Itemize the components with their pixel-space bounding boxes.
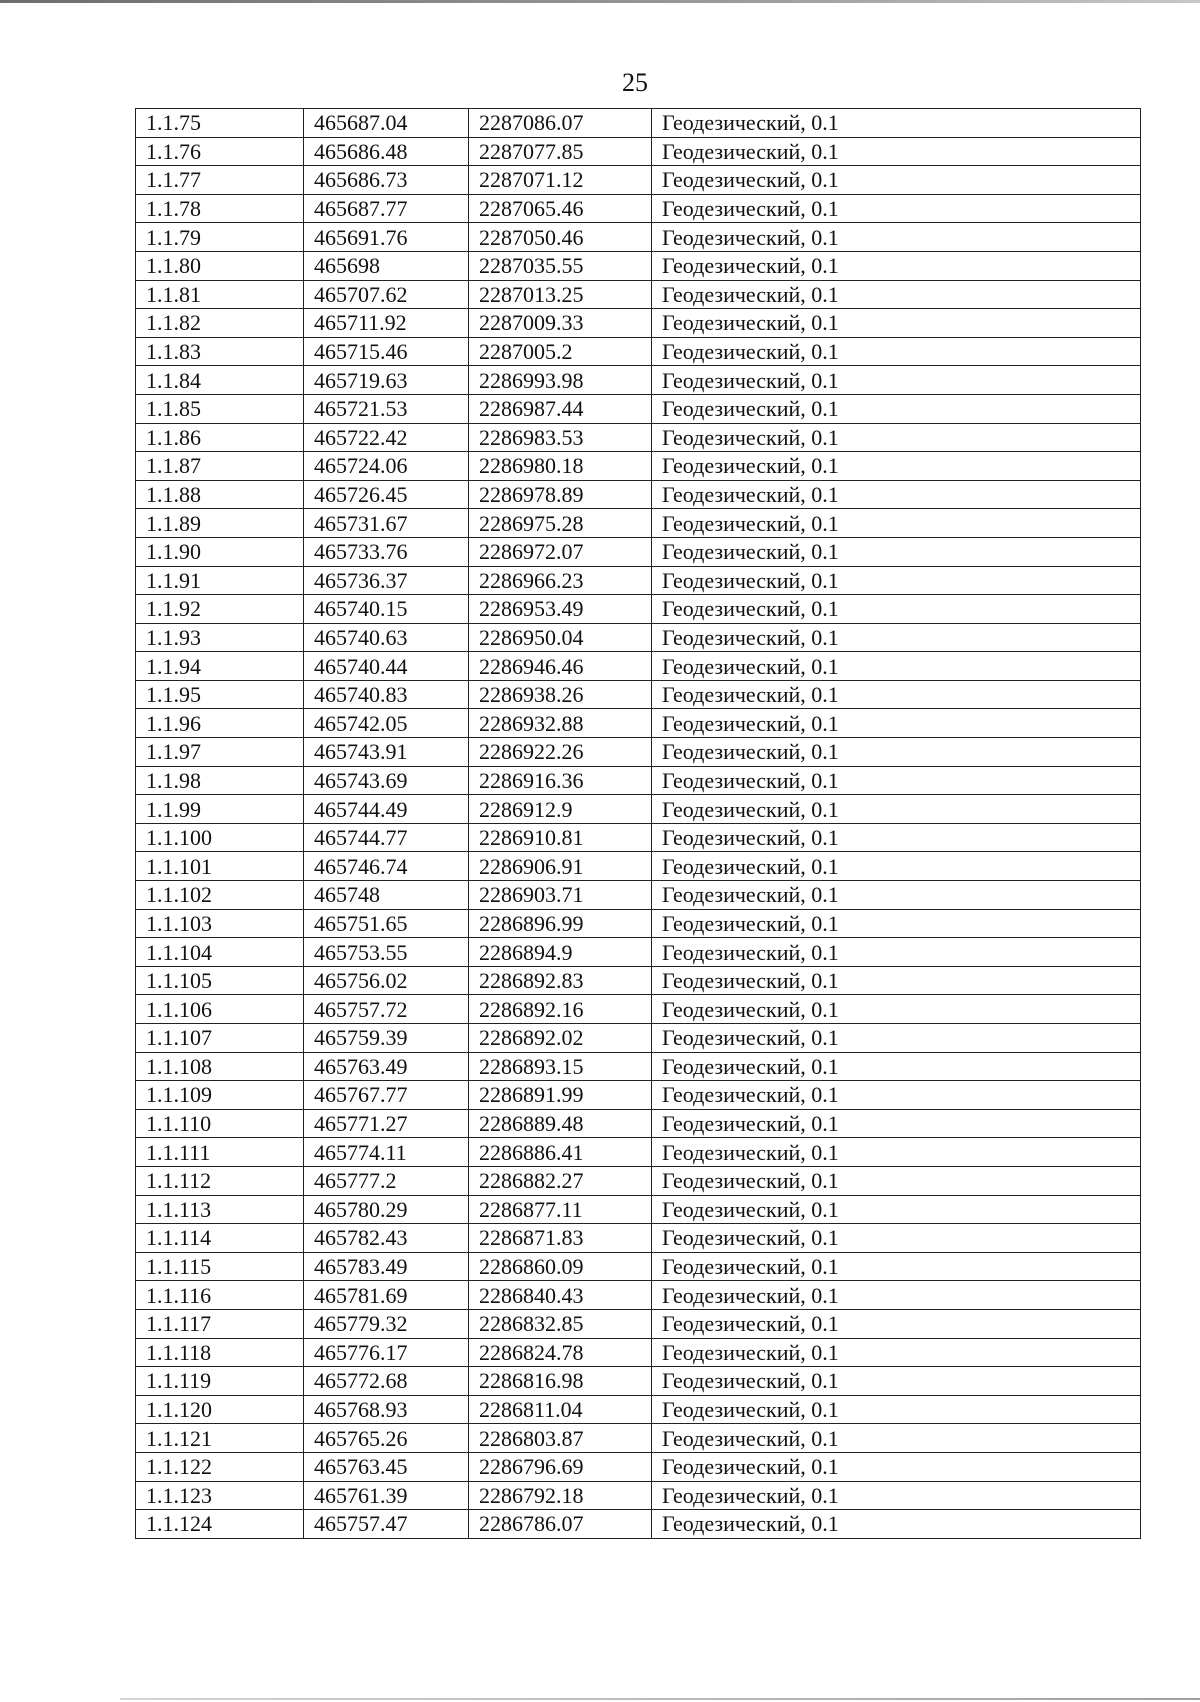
point-number-cell: 1.1.101 — [136, 852, 304, 881]
point-number-cell: 1.1.88 — [136, 480, 304, 509]
table-row — [136, 423, 1141, 452]
table-row — [136, 1109, 1141, 1138]
page-number: 25 — [622, 68, 648, 97]
x-coordinate-cell: 465759.39 — [304, 1024, 469, 1053]
point-number-cell: 1.1.105 — [136, 966, 304, 995]
point-number-cell: 1.1.92 — [136, 595, 304, 624]
method-accuracy-cell: Геодезический, 0.1 — [652, 423, 1141, 452]
table-row — [136, 1510, 1141, 1539]
table-row — [136, 823, 1141, 852]
point-number-cell: 1.1.107 — [136, 1024, 304, 1053]
x-coordinate-cell: 465736.37 — [304, 566, 469, 595]
y-coordinate-cell: 2286892.02 — [469, 1024, 652, 1053]
method-accuracy-cell: Геодезический, 0.1 — [652, 1195, 1141, 1224]
method-accuracy-cell: Геодезический, 0.1 — [652, 109, 1141, 138]
point-number-cell: 1.1.111 — [136, 1138, 304, 1167]
scan-edge-bottom — [120, 1698, 1200, 1700]
method-accuracy-cell: Геодезический, 0.1 — [652, 1367, 1141, 1396]
x-coordinate-cell: 465687.77 — [304, 194, 469, 223]
x-coordinate-cell: 465721.53 — [304, 394, 469, 423]
x-coordinate-cell: 465761.39 — [304, 1481, 469, 1510]
method-accuracy-cell: Геодезический, 0.1 — [652, 1452, 1141, 1481]
point-number-cell: 1.1.122 — [136, 1452, 304, 1481]
method-accuracy-cell: Геодезический, 0.1 — [652, 595, 1141, 624]
method-accuracy-cell: Геодезический, 0.1 — [652, 366, 1141, 395]
point-number-cell: 1.1.108 — [136, 1052, 304, 1081]
point-number-cell: 1.1.114 — [136, 1224, 304, 1253]
point-number-cell: 1.1.78 — [136, 194, 304, 223]
point-number-cell: 1.1.87 — [136, 452, 304, 481]
table-row — [136, 1309, 1141, 1338]
x-coordinate-cell: 465783.49 — [304, 1252, 469, 1281]
y-coordinate-cell: 2286832.85 — [469, 1309, 652, 1338]
table-row — [136, 652, 1141, 681]
x-coordinate-cell: 465744.49 — [304, 795, 469, 824]
y-coordinate-cell: 2287005.2 — [469, 337, 652, 366]
method-accuracy-cell: Геодезический, 0.1 — [652, 280, 1141, 309]
point-number-cell: 1.1.118 — [136, 1338, 304, 1367]
point-number-cell: 1.1.76 — [136, 137, 304, 166]
point-number-cell: 1.1.91 — [136, 566, 304, 595]
method-accuracy-cell: Геодезический, 0.1 — [652, 623, 1141, 652]
y-coordinate-cell: 2286932.88 — [469, 709, 652, 738]
y-coordinate-cell: 2286903.71 — [469, 881, 652, 910]
point-number-cell: 1.1.84 — [136, 366, 304, 395]
y-coordinate-cell: 2286886.41 — [469, 1138, 652, 1167]
table-row — [136, 738, 1141, 767]
method-accuracy-cell: Геодезический, 0.1 — [652, 1424, 1141, 1453]
x-coordinate-cell: 465724.06 — [304, 452, 469, 481]
x-coordinate-cell: 465768.93 — [304, 1395, 469, 1424]
y-coordinate-cell: 2286803.87 — [469, 1424, 652, 1453]
x-coordinate-cell: 465740.83 — [304, 680, 469, 709]
x-coordinate-cell: 465781.69 — [304, 1281, 469, 1310]
point-number-cell: 1.1.102 — [136, 881, 304, 910]
x-coordinate-cell: 465765.26 — [304, 1424, 469, 1453]
method-accuracy-cell: Геодезический, 0.1 — [652, 509, 1141, 538]
point-number-cell: 1.1.121 — [136, 1424, 304, 1453]
y-coordinate-cell: 2286840.43 — [469, 1281, 652, 1310]
x-coordinate-cell: 465686.48 — [304, 137, 469, 166]
method-accuracy-cell: Геодезический, 0.1 — [652, 1109, 1141, 1138]
method-accuracy-cell: Геодезический, 0.1 — [652, 452, 1141, 481]
method-accuracy-cell: Геодезический, 0.1 — [652, 1081, 1141, 1110]
method-accuracy-cell: Геодезический, 0.1 — [652, 1510, 1141, 1539]
table-row — [136, 194, 1141, 223]
y-coordinate-cell: 2286922.26 — [469, 738, 652, 767]
point-number-cell: 1.1.86 — [136, 423, 304, 452]
y-coordinate-cell: 2286792.18 — [469, 1481, 652, 1510]
y-coordinate-cell: 2286894.9 — [469, 938, 652, 967]
point-number-cell: 1.1.119 — [136, 1367, 304, 1396]
method-accuracy-cell: Геодезический, 0.1 — [652, 1224, 1141, 1253]
y-coordinate-cell: 2286946.46 — [469, 652, 652, 681]
x-coordinate-cell: 465740.44 — [304, 652, 469, 681]
table-row — [136, 852, 1141, 881]
point-number-cell: 1.1.113 — [136, 1195, 304, 1224]
method-accuracy-cell: Геодезический, 0.1 — [652, 1024, 1141, 1053]
table-row — [136, 509, 1141, 538]
x-coordinate-cell: 465776.17 — [304, 1338, 469, 1367]
method-accuracy-cell: Геодезический, 0.1 — [652, 909, 1141, 938]
point-number-cell: 1.1.97 — [136, 738, 304, 767]
x-coordinate-cell: 465767.77 — [304, 1081, 469, 1110]
table-row — [136, 366, 1141, 395]
method-accuracy-cell: Геодезический, 0.1 — [652, 795, 1141, 824]
x-coordinate-cell: 465751.65 — [304, 909, 469, 938]
coordinates-table-body — [136, 109, 1141, 1539]
y-coordinate-cell: 2287035.55 — [469, 251, 652, 280]
x-coordinate-cell: 465731.67 — [304, 509, 469, 538]
method-accuracy-cell: Геодезический, 0.1 — [652, 1138, 1141, 1167]
table-row — [136, 1481, 1141, 1510]
x-coordinate-cell: 465733.76 — [304, 537, 469, 566]
x-coordinate-cell: 465715.46 — [304, 337, 469, 366]
x-coordinate-cell: 465742.05 — [304, 709, 469, 738]
point-number-cell: 1.1.120 — [136, 1395, 304, 1424]
table-row — [136, 1395, 1141, 1424]
table-row — [136, 166, 1141, 195]
y-coordinate-cell: 2286980.18 — [469, 452, 652, 481]
x-coordinate-cell: 465772.68 — [304, 1367, 469, 1396]
x-coordinate-cell: 465757.47 — [304, 1510, 469, 1539]
point-number-cell: 1.1.123 — [136, 1481, 304, 1510]
x-coordinate-cell: 465743.69 — [304, 766, 469, 795]
y-coordinate-cell: 2286811.04 — [469, 1395, 652, 1424]
table-row — [136, 480, 1141, 509]
y-coordinate-cell: 2286889.48 — [469, 1109, 652, 1138]
method-accuracy-cell: Геодезический, 0.1 — [652, 852, 1141, 881]
table-row — [136, 909, 1141, 938]
x-coordinate-cell: 465774.11 — [304, 1138, 469, 1167]
x-coordinate-cell: 465687.04 — [304, 109, 469, 138]
table-row — [136, 1367, 1141, 1396]
method-accuracy-cell: Геодезический, 0.1 — [652, 680, 1141, 709]
y-coordinate-cell: 2286896.99 — [469, 909, 652, 938]
y-coordinate-cell: 2286993.98 — [469, 366, 652, 395]
point-number-cell: 1.1.93 — [136, 623, 304, 652]
x-coordinate-cell: 465763.49 — [304, 1052, 469, 1081]
method-accuracy-cell: Геодезический, 0.1 — [652, 1166, 1141, 1195]
y-coordinate-cell: 2286987.44 — [469, 394, 652, 423]
point-number-cell: 1.1.90 — [136, 537, 304, 566]
x-coordinate-cell: 465691.76 — [304, 223, 469, 252]
method-accuracy-cell: Геодезический, 0.1 — [652, 394, 1141, 423]
y-coordinate-cell: 2286796.69 — [469, 1452, 652, 1481]
table-row — [136, 1024, 1141, 1053]
point-number-cell: 1.1.95 — [136, 680, 304, 709]
y-coordinate-cell: 2286882.27 — [469, 1166, 652, 1195]
x-coordinate-cell: 465753.55 — [304, 938, 469, 967]
y-coordinate-cell: 2286938.26 — [469, 680, 652, 709]
x-coordinate-cell: 465711.92 — [304, 309, 469, 338]
point-number-cell: 1.1.98 — [136, 766, 304, 795]
table-row — [136, 1052, 1141, 1081]
y-coordinate-cell: 2286891.99 — [469, 1081, 652, 1110]
x-coordinate-cell: 465698 — [304, 251, 469, 280]
y-coordinate-cell: 2286966.23 — [469, 566, 652, 595]
y-coordinate-cell: 2286912.9 — [469, 795, 652, 824]
method-accuracy-cell: Геодезический, 0.1 — [652, 1052, 1141, 1081]
table-row — [136, 566, 1141, 595]
y-coordinate-cell: 2287071.12 — [469, 166, 652, 195]
table-row — [136, 1224, 1141, 1253]
point-number-cell: 1.1.80 — [136, 251, 304, 280]
y-coordinate-cell: 2287009.33 — [469, 309, 652, 338]
table-row — [136, 680, 1141, 709]
x-coordinate-cell: 465748 — [304, 881, 469, 910]
x-coordinate-cell: 465756.02 — [304, 966, 469, 995]
table-row — [136, 1252, 1141, 1281]
method-accuracy-cell: Геодезический, 0.1 — [652, 766, 1141, 795]
y-coordinate-cell: 2287050.46 — [469, 223, 652, 252]
x-coordinate-cell: 465707.62 — [304, 280, 469, 309]
table-row — [136, 1195, 1141, 1224]
method-accuracy-cell: Геодезический, 0.1 — [652, 251, 1141, 280]
point-number-cell: 1.1.75 — [136, 109, 304, 138]
table-row — [136, 766, 1141, 795]
method-accuracy-cell: Геодезический, 0.1 — [652, 652, 1141, 681]
table-row — [136, 938, 1141, 967]
table-row — [136, 337, 1141, 366]
point-number-cell: 1.1.77 — [136, 166, 304, 195]
table-row — [136, 881, 1141, 910]
point-number-cell: 1.1.106 — [136, 995, 304, 1024]
x-coordinate-cell: 465757.72 — [304, 995, 469, 1024]
table-row — [136, 995, 1141, 1024]
y-coordinate-cell: 2287077.85 — [469, 137, 652, 166]
point-number-cell: 1.1.82 — [136, 309, 304, 338]
table-row — [136, 966, 1141, 995]
y-coordinate-cell: 2287086.07 — [469, 109, 652, 138]
point-number-cell: 1.1.116 — [136, 1281, 304, 1310]
method-accuracy-cell: Геодезический, 0.1 — [652, 337, 1141, 366]
y-coordinate-cell: 2286893.15 — [469, 1052, 652, 1081]
table-row — [136, 223, 1141, 252]
y-coordinate-cell: 2286877.11 — [469, 1195, 652, 1224]
table-row — [136, 309, 1141, 338]
table-row — [136, 709, 1141, 738]
table-row — [136, 394, 1141, 423]
x-coordinate-cell: 465744.77 — [304, 823, 469, 852]
method-accuracy-cell: Геодезический, 0.1 — [652, 566, 1141, 595]
x-coordinate-cell: 465726.45 — [304, 480, 469, 509]
y-coordinate-cell: 2286906.91 — [469, 852, 652, 881]
point-number-cell: 1.1.85 — [136, 394, 304, 423]
y-coordinate-cell: 2286910.81 — [469, 823, 652, 852]
point-number-cell: 1.1.124 — [136, 1510, 304, 1539]
y-coordinate-cell: 2286824.78 — [469, 1338, 652, 1367]
table-row — [136, 623, 1141, 652]
point-number-cell: 1.1.99 — [136, 795, 304, 824]
x-coordinate-cell: 465780.29 — [304, 1195, 469, 1224]
point-number-cell: 1.1.83 — [136, 337, 304, 366]
method-accuracy-cell: Геодезический, 0.1 — [652, 194, 1141, 223]
table-row — [136, 137, 1141, 166]
x-coordinate-cell: 465777.2 — [304, 1166, 469, 1195]
y-coordinate-cell: 2286953.49 — [469, 595, 652, 624]
y-coordinate-cell: 2286950.04 — [469, 623, 652, 652]
point-number-cell: 1.1.104 — [136, 938, 304, 967]
method-accuracy-cell: Геодезический, 0.1 — [652, 166, 1141, 195]
x-coordinate-cell: 465771.27 — [304, 1109, 469, 1138]
method-accuracy-cell: Геодезический, 0.1 — [652, 537, 1141, 566]
y-coordinate-cell: 2287065.46 — [469, 194, 652, 223]
table-row — [136, 1338, 1141, 1367]
y-coordinate-cell: 2286916.36 — [469, 766, 652, 795]
table-row — [136, 595, 1141, 624]
point-number-cell: 1.1.117 — [136, 1309, 304, 1338]
table-row — [136, 1138, 1141, 1167]
method-accuracy-cell: Геодезический, 0.1 — [652, 709, 1141, 738]
x-coordinate-cell: 465782.43 — [304, 1224, 469, 1253]
y-coordinate-cell: 2286892.16 — [469, 995, 652, 1024]
method-accuracy-cell: Геодезический, 0.1 — [652, 1481, 1141, 1510]
x-coordinate-cell: 465743.91 — [304, 738, 469, 767]
y-coordinate-cell: 2286860.09 — [469, 1252, 652, 1281]
table-row — [136, 537, 1141, 566]
point-number-cell: 1.1.112 — [136, 1166, 304, 1195]
y-coordinate-cell: 2286978.89 — [469, 480, 652, 509]
coordinates-table — [135, 108, 1141, 1539]
x-coordinate-cell: 465740.15 — [304, 595, 469, 624]
x-coordinate-cell: 465740.63 — [304, 623, 469, 652]
y-coordinate-cell: 2286972.07 — [469, 537, 652, 566]
x-coordinate-cell: 465746.74 — [304, 852, 469, 881]
point-number-cell: 1.1.103 — [136, 909, 304, 938]
method-accuracy-cell: Геодезический, 0.1 — [652, 1395, 1141, 1424]
method-accuracy-cell: Геодезический, 0.1 — [652, 309, 1141, 338]
point-number-cell: 1.1.94 — [136, 652, 304, 681]
method-accuracy-cell: Геодезический, 0.1 — [652, 823, 1141, 852]
method-accuracy-cell: Геодезический, 0.1 — [652, 881, 1141, 910]
table-row — [136, 1424, 1141, 1453]
method-accuracy-cell: Геодезический, 0.1 — [652, 1281, 1141, 1310]
table-row — [136, 1452, 1141, 1481]
x-coordinate-cell: 465686.73 — [304, 166, 469, 195]
point-number-cell: 1.1.110 — [136, 1109, 304, 1138]
table-row — [136, 280, 1141, 309]
table-row — [136, 1166, 1141, 1195]
scan-edge-top — [0, 0, 1200, 3]
y-coordinate-cell: 2286816.98 — [469, 1367, 652, 1396]
x-coordinate-cell: 465779.32 — [304, 1309, 469, 1338]
y-coordinate-cell: 2286892.83 — [469, 966, 652, 995]
table-row — [136, 1281, 1141, 1310]
method-accuracy-cell: Геодезический, 0.1 — [652, 223, 1141, 252]
x-coordinate-cell: 465722.42 — [304, 423, 469, 452]
y-coordinate-cell: 2287013.25 — [469, 280, 652, 309]
point-number-cell: 1.1.81 — [136, 280, 304, 309]
x-coordinate-cell: 465719.63 — [304, 366, 469, 395]
table-row — [136, 251, 1141, 280]
point-number-cell: 1.1.109 — [136, 1081, 304, 1110]
method-accuracy-cell: Геодезический, 0.1 — [652, 137, 1141, 166]
method-accuracy-cell: Геодезический, 0.1 — [652, 966, 1141, 995]
method-accuracy-cell: Геодезический, 0.1 — [652, 938, 1141, 967]
method-accuracy-cell: Геодезический, 0.1 — [652, 1309, 1141, 1338]
method-accuracy-cell: Геодезический, 0.1 — [652, 480, 1141, 509]
point-number-cell: 1.1.79 — [136, 223, 304, 252]
method-accuracy-cell: Геодезический, 0.1 — [652, 1252, 1141, 1281]
y-coordinate-cell: 2286975.28 — [469, 509, 652, 538]
method-accuracy-cell: Геодезический, 0.1 — [652, 995, 1141, 1024]
point-number-cell: 1.1.96 — [136, 709, 304, 738]
table-row — [136, 109, 1141, 138]
table-row — [136, 452, 1141, 481]
table-row — [136, 795, 1141, 824]
point-number-cell: 1.1.89 — [136, 509, 304, 538]
table-row — [136, 1081, 1141, 1110]
method-accuracy-cell: Геодезический, 0.1 — [652, 738, 1141, 767]
y-coordinate-cell: 2286871.83 — [469, 1224, 652, 1253]
point-number-cell: 1.1.100 — [136, 823, 304, 852]
x-coordinate-cell: 465763.45 — [304, 1452, 469, 1481]
y-coordinate-cell: 2286983.53 — [469, 423, 652, 452]
y-coordinate-cell: 2286786.07 — [469, 1510, 652, 1539]
method-accuracy-cell: Геодезический, 0.1 — [652, 1338, 1141, 1367]
point-number-cell: 1.1.115 — [136, 1252, 304, 1281]
